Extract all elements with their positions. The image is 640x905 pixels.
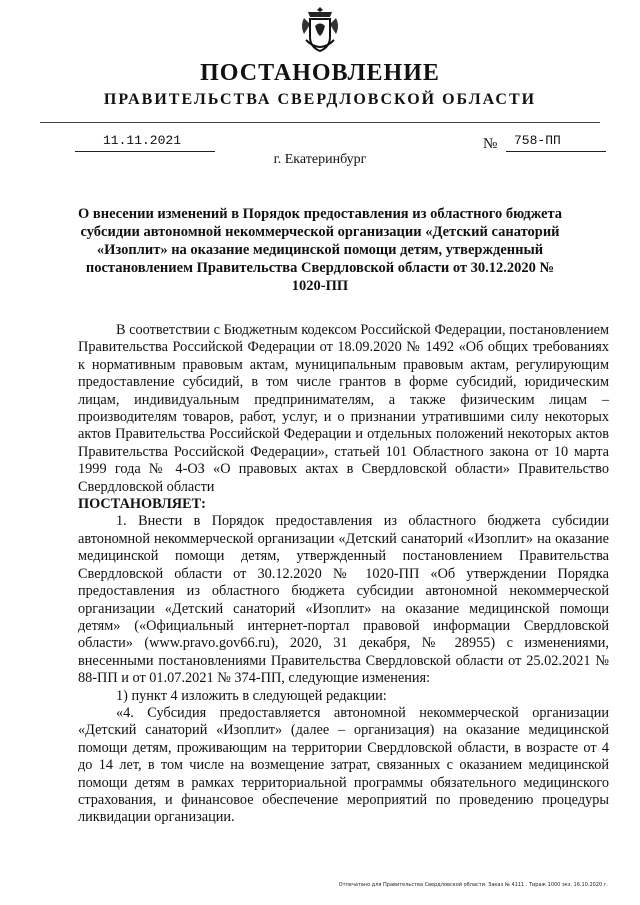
number-label: № (483, 136, 498, 152)
resolve-keyword: ПОСТАНОВЛЯЕТ: (78, 496, 206, 513)
document-title: ПОСТАНОВЛЕНИЕ (200, 60, 440, 86)
city: г. Екатеринбург (273, 152, 367, 167)
preamble-paragraph: В соответствии с Бюджетным кодексом Российской Федерации, постановлением Правительства Российской Федерации от 18.09.2020 № 1492 «Об общих требованиях к нормативным правовым актам, муниципальным правовым актам, регулирующим предоставление субсидий, в том числе грантов в форме субсидий, юридическим лицам, индивидуальным предпринимателям, а также физическим лицам – производителям товаров, работ, услуг, и о признании утратившими силу некоторых актов Правительства Российской Федерации и отдельных положений некоторых актов Правительства Российской Федерации», статьей 101 Областного закона от 10 марта 1999 года № 4-ОЗ «О правовых актах в Свердловской области» Правительство Свердловской области (78, 322, 609, 495)
print-footer: Отпечатано для Правительства Свердловской области. Заказ № 4111 . Тираж 1000 экз. 16.10.2020 г. (338, 882, 608, 888)
quoted-clause-4: «4. Субсидия предоставляется автономной некоммерческой организации «Детский санаторий «Изоплит» (далее – организация) на оказание медицинской помощи детям, проживающим на территории Свердловской области, в возрасте от 4 до 14 лет, в том числе на возмещение затрат, связанных с оказанием медицинской помощи детям в рамках территориальной программы обязательного медицинского страхования, и финансовое обеспечение мероприятий по проведению процедуры ликвидации организации. (78, 704, 609, 826)
document-date: 11.11.2021 (75, 133, 215, 152)
document-number: 758-ПП (506, 133, 606, 152)
coat-of-arms-icon (298, 4, 342, 56)
resolution-heading: О внесении изменений в Порядок предоставления из областного бюджета субсидии автономной некоммерческой организации «Детский санаторий «Изоплит» на оказание медицинской помощи детям, утвержденный постановлением Правительства Свердловской области от 30.12.2020 № 1020-ПП (77, 206, 563, 294)
subitem-1-paragraph: 1) пункт 4 изложить в следующей редакции: (116, 687, 387, 704)
document-body (78, 322, 609, 827)
item-1-paragraph: 1. Внести в Порядок предоставления из областного бюджета субсидии автономной некоммерческой организации «Детский санаторий «Изоплит» на оказание медицинской помощи детям, утвержденный постановлением Правительства Свердловской области от 30.12.2020 № 1020-ПП «Об утверждении Порядка предоставления из областного бюджета субсидии автономной некоммерческой организации «Детский санаторий «Изоплит» на оказание медицинской помощи детям» («Официальный интернет-портал правовой информации Свердловской области» (www.pravo.gov66.ru), 2020, 31 декабря, № 28955) с изменениями, внесенными постановлениями Правительства Свердловской области от 25.02.2021 № 88-ПП и от 01.07.2021 № 374-ПП, следующие изменения: (78, 513, 609, 687)
header-divider (40, 122, 600, 123)
issuer-name: ПРАВИТЕЛЬСТВА СВЕРДЛОВСКОЙ ОБЛАСТИ (103, 91, 537, 108)
